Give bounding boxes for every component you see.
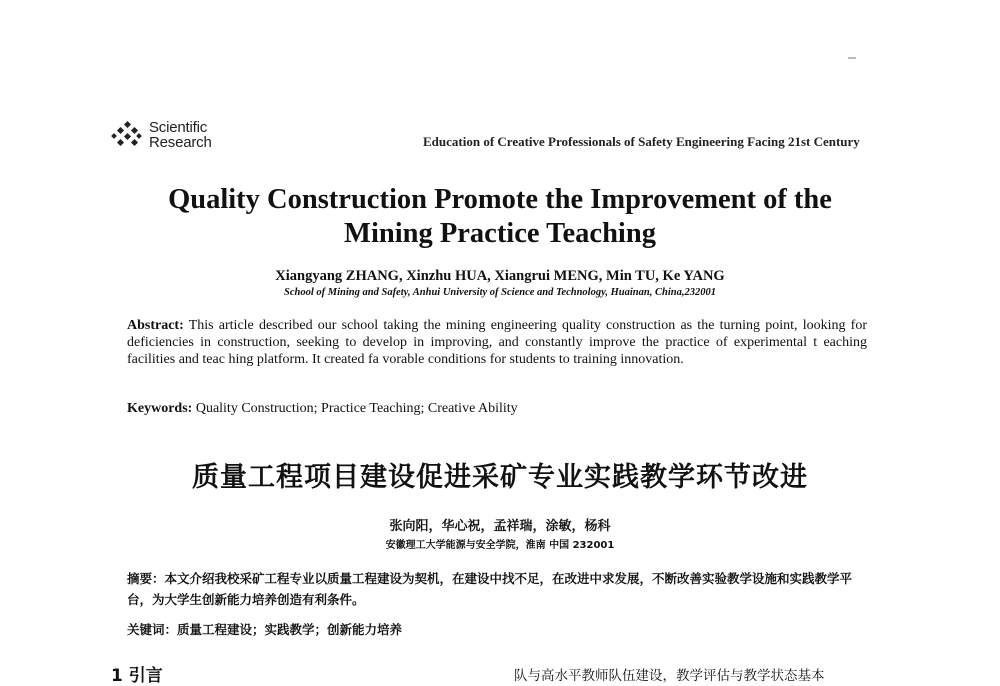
section-heading: 1 引言 [111,666,163,686]
keywords-label-chinese: 关键词： [127,622,178,637]
body-text-snippet: 队与高水平教师队伍建设，教学评估与教学状态基本 [514,668,825,684]
keywords-text-chinese: 质量工程建设；实践教学；创新能力培养 [177,622,403,637]
running-head: Education of Creative Professionals of Safety Engineering Facing 21st Century [423,134,860,149]
title-line-1: Quality Construction Promote the Improvement of the [168,184,832,215]
keywords-english [127,401,518,417]
keywords-chinese [127,620,402,638]
paper-title-chinese: 质量工程项目建设促进采矿专业实践教学环节改进 [192,462,808,493]
authors-english: Xiangyang ZHANG, Xinzhu HUA, Xiangrui MENG, Min TU, Ke YANG [275,268,725,284]
authors-chinese: 张向阳，华心祝，孟祥瑞，涂敏，杨科 [389,519,611,534]
publisher-logo-line2: Research [149,134,212,151]
abstract-text-chinese: 本文介绍我校采矿工程专业以质量工程建设为契机，在建设中找不足，在改进中求发展，不断改善实验教学设施和实践教学平台，为大学生创新能力培养创造有利条件。 [127,571,853,607]
publisher-logo-line1: Scientific [149,119,208,136]
keywords-text: Quality Construction; Practice Teaching; Creative Ability [195,401,518,416]
publisher-logo-text [149,120,212,150]
affiliation-chinese: 安徽理工大学能源与安全学院，淮南 中国 232001 [385,540,615,551]
affiliation-english: School of Mining and Safety, Anhui University of Science and Technology, Huainan, China,232001 [284,287,716,298]
abstract-text: This article described our school taking the mining engineering quality construction as the turning point, looking for deficiencies in construction, seeking to develop in improving, and constantly improve the practice of experimental t eaching facilities and teac hing platform. It created fa vorable conditions for students to training innovation. [127,318,867,367]
abstract-english [127,317,867,368]
keywords-label: Keywords: [127,401,193,416]
publisher-logo-icon [111,120,143,150]
paper-title-english [60,183,940,251]
publisher-logo [111,120,212,150]
abstract-chinese [127,568,872,610]
abstract-label-chinese: 摘要： [127,571,165,586]
abstract-label: Abstract: [127,318,184,333]
title-line-2: Mining Practice Teaching [344,218,656,249]
corner-mark [848,57,856,59]
